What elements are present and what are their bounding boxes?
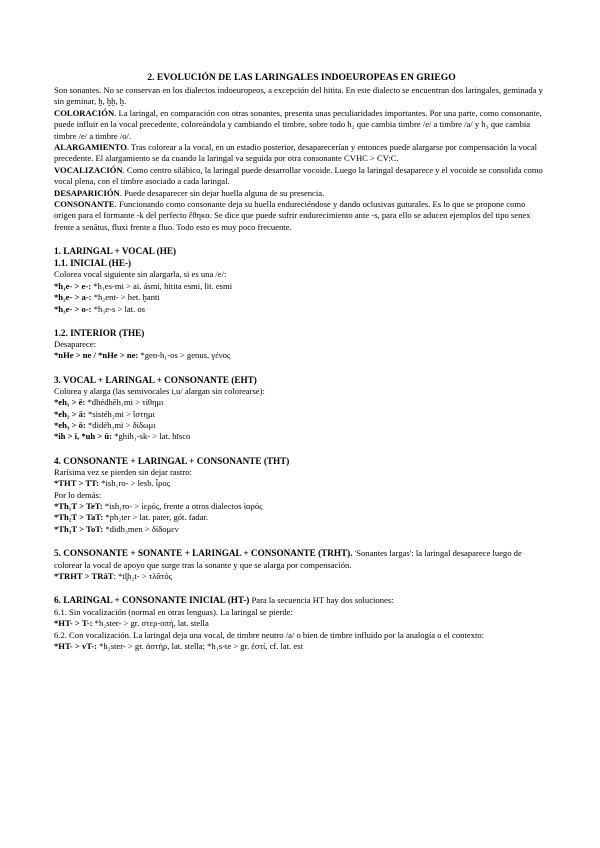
example-row: *TRHT > TRāT: *tl̥h₂t- > τλᾱτός [54, 571, 173, 581]
section-3-desc: Colorea y alarga (las semivocales i,u/ alargan sin colorearse): [54, 385, 265, 396]
example-row: *Th₁T > TeT: *ish₁ro- > ἱερός, frente a otros dialectos ἱαρός [54, 500, 263, 511]
section-1-heading: 1. LARINGAL + VOCAL (HE) [54, 246, 177, 257]
vocalizacion-term: VOCALIZACIÓN [54, 164, 123, 175]
section-4-desc-2: Por lo demás: [54, 489, 102, 500]
section-1-2-desc: Desaparece: [54, 338, 96, 349]
section-4-heading: 4. CONSONANTE + LARINGAL + CONSONANTE (THT) [54, 455, 290, 466]
section-6-heading: 6. LARINGAL + CONSONANTE INICIAL (HT-) [54, 595, 250, 606]
alargamiento-term: ALARGAMIENTO [54, 142, 127, 153]
section-5-heading: 5. CONSONANTE + SONANTE + LARINGAL + CONSONANTE (TRHT). [54, 548, 353, 559]
section-6-1-desc: 6.1. Sin vocalización (normal en otras lenguas). La laringal se pierde: [54, 606, 293, 617]
example-row: *eh₂ > ā: *sistéh₂mi > ἵστημι [54, 408, 155, 419]
example-row: *HT- > T-: *h₂ster- > gr. στερ-οπή, lat. stella [54, 618, 209, 629]
example-row: *h₁e- > e-: *h₁es-mi > ai. ásmi, hitita esmi, lit. esmi [54, 280, 233, 291]
section-4-desc: Rarísima vez se pierden sin dejar rastro: [54, 466, 192, 477]
example-row: *HT- > vT-: *h₂ster- > gr. ἀστήρ, lat. stella; *h₁s-te > gr. ἐστί, cf. lat. est [54, 641, 303, 652]
example-row: *Th₃T > ToT: *didh₃men > δίδομεν [54, 523, 179, 534]
section-5-paragraph: 5. CONSONANTE + SONANTE + LARINGAL + CONSONANTE (TRHT). 'Sonantes largas': la laringal desaparece luego de colorear la vocal de apoyo que surge tras la sonante y que se alarga por compensación. [54, 548, 522, 570]
desaparicion-term: DESAPARICIÓN [54, 187, 120, 198]
intro-paragraph: Son sonantes. No se conservan en los dialectos indoeuropeos, a excepción del hitita. En este dialecto se encuentran dos laringales, geminada y sin geminar, ḫ, ḫḫ, ḫ. [54, 85, 543, 107]
section-3-heading: 3. VOCAL + LARINGAL + CONSONANTE (EHT) [54, 374, 257, 385]
section-1-1-heading: 1.1. INICIAL (HE-) [54, 258, 132, 269]
example-row: *h₃e- > o-: *h₃e-s > lat. os [54, 303, 145, 314]
desaparicion-paragraph: DESAPARICIÓN. Puede desaparecer sin dejar huella alguna de su presencia. [54, 187, 325, 198]
example-row: *Th₂T > TaT: *ph₂ter > lat. pater, gót. fadar. [54, 512, 209, 523]
example-row: *eh₁ > ē: *dhédhēh₁mi > τίθημι [54, 397, 164, 408]
section-1-2-heading: 1.2. INTERIOR (THE) [54, 327, 145, 338]
section-6-2-desc: 6.2. Con vocalización. La laringal deja una vocal, de timbre neutro /a/ o bien de timbre influido por la analogía o el contexto: [54, 629, 485, 640]
document-body [54, 72, 549, 652]
example-row: *h₂e- > a-: *h₂ent- > het. ḫanti [54, 292, 160, 303]
example-row: *THT > TT: *ish₁ro- > lesb. ἶρος [54, 478, 171, 489]
coloracion-paragraph: COLORACIÓN. La laringal, en comparación con otras sonantes, presenta unas peculiaridades importantes. Por una parte, como consonante, puede influir en la vocal precedente, coloreándola y cambiando el timbre, sobre todo h₂ que cambia timbre /e/ a timbre /a/ y h₃ que cambia timbre /e/ a timbre /o/. [54, 107, 542, 141]
example-row: *ih > ī, *uh > ū: *ghih₁-sk- > lat. hīsco [54, 431, 191, 442]
consonante-paragraph: CONSONANTE. Funcionando como consonante deja su huella endureciéndose y dando oclusivas guturales. Es lo que se propone como origen para el formante -k del perfecto ἔθηκα. Se dice que puede sufrir endurecimiento ante -s, para ello se aducen ejemplos del tipo senex frente a senātus, fluxi frente a fluo. Todo esto es muy poco frecuente. [54, 199, 531, 232]
vocalizacion-paragraph: VOCALIZACIÓN. Como centro silábico, la laringal puede desarrollar vocoide. Luego la laringal desaparece y el vocoide se consolida como vocal plena, con el timbre asociado a cada laringal. [54, 164, 543, 187]
example-row: *eh₃ > ō: *didéh₃mi > δίδωμι [54, 419, 156, 430]
page-title: 2. EVOLUCIÓN DE LAS LARINGALES INDOEUROPEAS EN GRIEGO [147, 72, 456, 83]
alargamiento-paragraph: ALARGAMIENTO. Tras colorear a la vocal, en un estadio posterior, desaparecerían y entonces puede alargarse por compensación la vocal precedente. El alargamiento se da cuando la laringal va seguida por otra consonante CVHC > CV:C. [54, 142, 538, 164]
example-row: *nHe > ne / *nHe > ne: *gen-h₁-os > genus, γένος [54, 350, 231, 361]
section-6-paragraph: 6. LARINGAL + CONSONANTE INICIAL (HT-) Para la secuencia HT hay dos soluciones: [54, 595, 394, 606]
coloracion-term: COLORACIÓN [54, 107, 115, 118]
consonante-term: CONSONANTE [54, 199, 115, 210]
section-1-1-desc: Colorea vocal siguiente sin alargarla, si es una /e/: [54, 269, 227, 280]
